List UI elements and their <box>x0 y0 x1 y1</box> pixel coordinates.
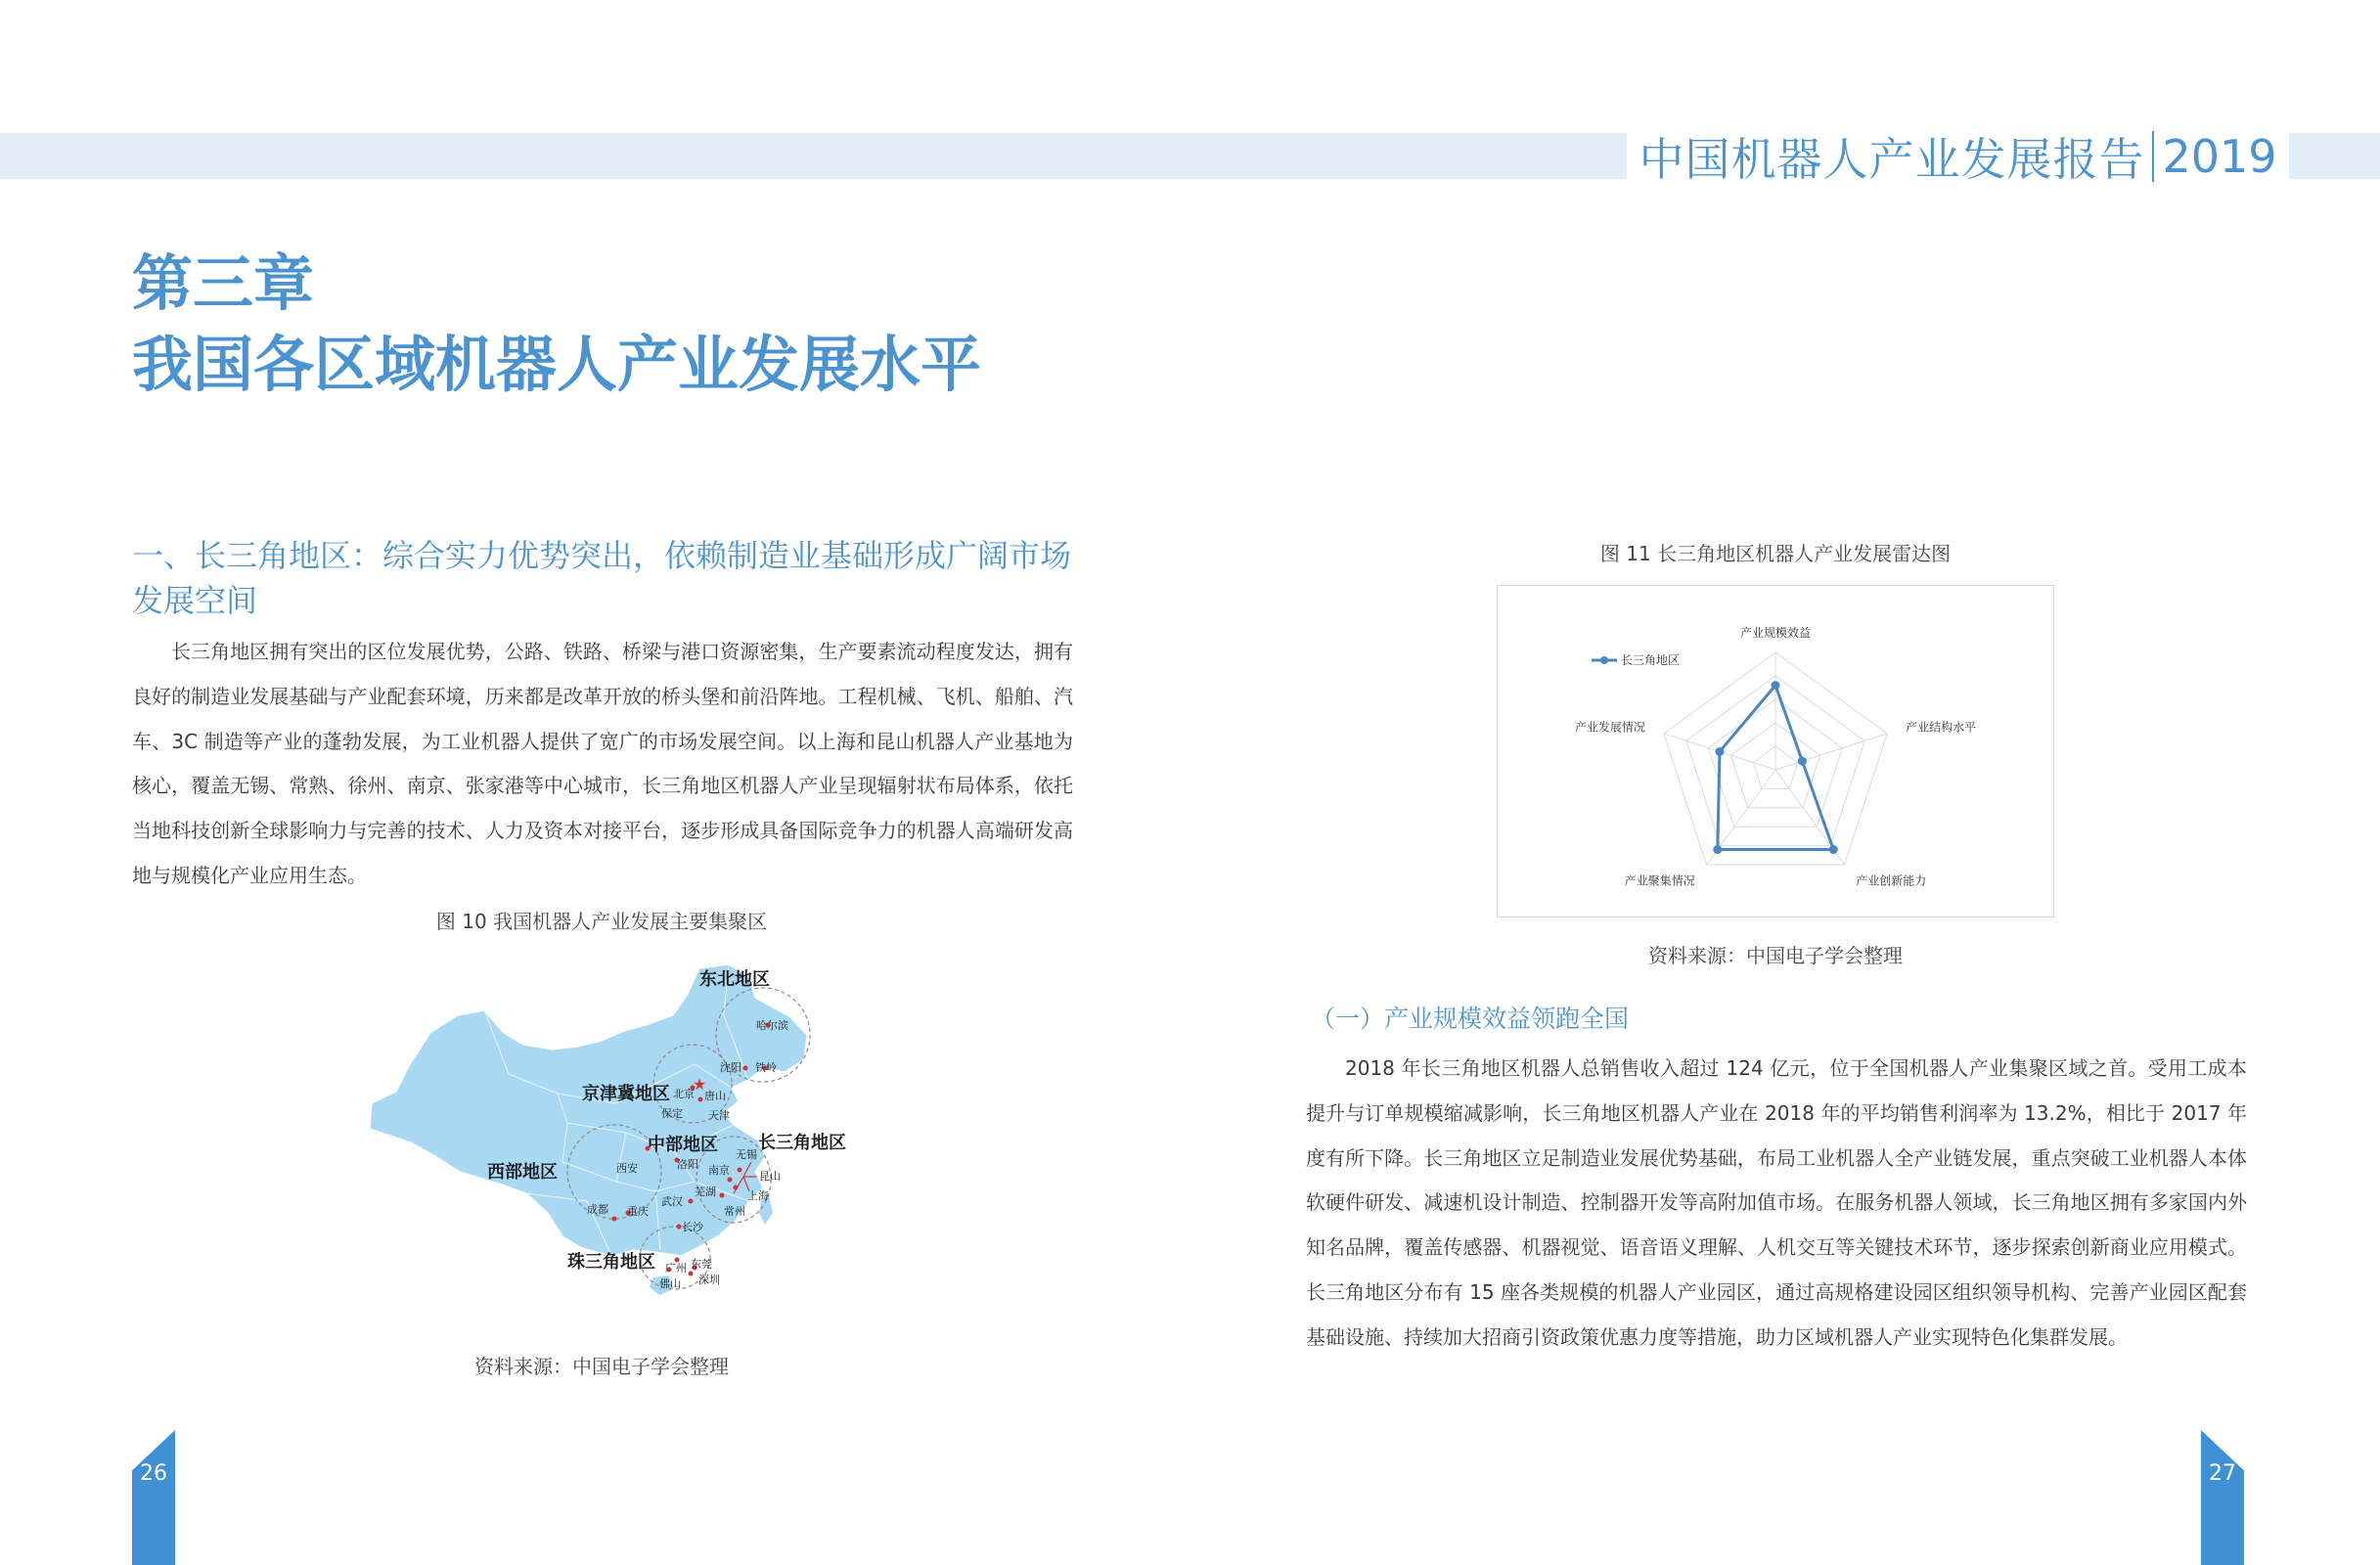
city-kunshan: 昆山 <box>759 1170 781 1183</box>
chapter-number: 第三章 <box>132 247 315 319</box>
city-shenyang: 沈阳 <box>720 1061 741 1074</box>
region-label-central: 中部地区 <box>648 1135 718 1155</box>
city-chengdu: 成都 <box>587 1203 608 1216</box>
radar-chart <box>1497 585 2054 917</box>
header-divider <box>2152 131 2154 182</box>
region-label-northeast: 东北地区 <box>699 969 770 990</box>
radar-legend <box>1592 652 1680 667</box>
figure11-caption: 图 11 长三角地区机器人产业发展雷达图 <box>1599 542 1952 565</box>
city-harbin: 哈尔滨 <box>756 1019 788 1032</box>
city-wuxi: 无锡 <box>736 1148 757 1161</box>
region-label-west: 西部地区 <box>487 1162 558 1183</box>
legend-marker <box>1600 656 1608 664</box>
radar-point <box>1715 747 1724 756</box>
radar-spoke <box>1775 734 1887 770</box>
right-body-paragraph: 2018 年长三角地区机器人总销售收入超过 124 亿元，位于全国机器人产业集聚区域之首。受用工成本提升与订单规模缩减影响，长三角地区机器人产业在 2018 年的平均销售利润率为 13.2%，相比于 2017 年度有所下降。长三角地区立足制造业发展优势基础，布局工业机器人全产业链发展，重点突破工业机器人本体软硬件研发、减速机设计制造、控制器开发等高附加值市场。在服务机器人领域，长三角地区拥有多家国内外知名品牌，覆盖传感器、机器视觉、语音语义理解、人机交互等关键技术环节，逐步探索创新商业应用模式。长三角地区分布有 15 座各类规模的机器人产业园区，通过高规格建设园区组织领导机构、完善产业园区配套基础设施、持续加大招商引资政策优惠力度等措施，助力区域机器人产业实现特色化集群发展。 <box>1306 1056 2247 1349</box>
radar-axis-label: 产业结构水平 <box>1906 720 1977 735</box>
report-header <box>1627 123 2289 190</box>
report-year: 2019 <box>2162 130 2277 183</box>
city-beijing: 北京 <box>673 1088 695 1100</box>
left-page-tab <box>132 1430 175 1565</box>
region-label-yangtze: 长三角地区 <box>758 1133 846 1153</box>
chapter-title: 我国各区域机器人产业发展水平 <box>132 329 982 400</box>
city-tianjin: 天津 <box>708 1109 730 1122</box>
city-shanghai: 上海 <box>747 1189 769 1202</box>
legend-label: 长三角地区 <box>1621 653 1681 667</box>
radar-axis-label: 产业聚集情况 <box>1624 873 1695 888</box>
region-label-prd: 珠三角地区 <box>567 1252 655 1273</box>
radar-point <box>1829 845 1838 854</box>
city-tieling: 铁岭 <box>755 1061 777 1074</box>
city-baoding: 保定 <box>661 1107 683 1120</box>
radar-axis-label: 产业发展情况 <box>1574 720 1645 735</box>
figure10-source: 资料来源：中国电子学会整理 <box>474 1355 729 1378</box>
city-foshan: 佛山 <box>659 1277 681 1290</box>
subsection-heading: （一）产业规模效益领跑全国 <box>1311 1005 1630 1033</box>
city-wuhu: 芜湖 <box>695 1185 716 1198</box>
left-page-number: 26 <box>140 1461 167 1486</box>
city-dongguan: 东莞 <box>691 1258 712 1271</box>
city-shenzhen: 深圳 <box>698 1274 720 1286</box>
report-title: 中国机器人产业发展报告 <box>1639 133 2145 186</box>
radar-point <box>1798 757 1807 766</box>
left-body-paragraph: 长三角地区拥有突出的区位发展优势，公路、铁路、桥梁与港口资源密集，生产要素流动程度发达，拥有良好的制造业发展基础与产业配套环境，历来都是改革开放的桥头堡和前沿阵地。工程机械、飞机、船舶、汽车、3C 制造等产业的蓬勃发展，为工业机器人提供了宽广的市场发展空间。以上海和昆山机器人产业基地为核心，覆盖无锡、常熟、徐州、南京、张家港等中心城市，长三角地区机器人产业呈现辐射状布局体系，依托当地科技创新全球影响力与完善的技术、人力及资本对接平台，逐步形成具备国际竞争力的机器人高端研发高地与规模化产业应用生态。 <box>132 640 1073 887</box>
city-tangshan: 唐山 <box>704 1090 726 1102</box>
city-changsha: 长沙 <box>682 1221 703 1233</box>
city-changzhou: 常州 <box>724 1205 745 1218</box>
right-page-tab <box>2201 1430 2244 1565</box>
figure10-caption: 图 10 我国机器人产业发展主要集聚区 <box>435 910 768 933</box>
city-chongqing: 重庆 <box>627 1205 649 1218</box>
china-map-svg <box>362 957 846 1338</box>
radar-point <box>1772 681 1780 690</box>
radar-axis-label: 产业规模效益 <box>1739 626 1812 640</box>
right-page-number: 27 <box>2209 1461 2236 1486</box>
city-nanjing: 南京 <box>708 1164 730 1177</box>
city-guangzhou: 广州 <box>665 1262 687 1274</box>
china-cluster-map <box>362 957 846 1338</box>
radar-point <box>1713 845 1722 854</box>
region-label-jingjinji: 京津冀地区 <box>582 1084 670 1104</box>
radar-chart-svg <box>1498 586 2053 917</box>
city-wuhan: 武汉 <box>661 1195 683 1208</box>
city-xian: 西安 <box>616 1162 638 1175</box>
beijing-star-icon: ★ <box>693 1075 707 1094</box>
city-luoyang: 洛阳 <box>677 1158 698 1171</box>
figure11-source: 资料来源：中国电子学会整理 <box>1648 944 1903 967</box>
radar-axis-label: 产业创新能力 <box>1856 873 1927 888</box>
section-heading: 一、长三角地区：综合实力优势突出，依赖制造业基础形成广阔市场发展空间 <box>132 537 1072 619</box>
